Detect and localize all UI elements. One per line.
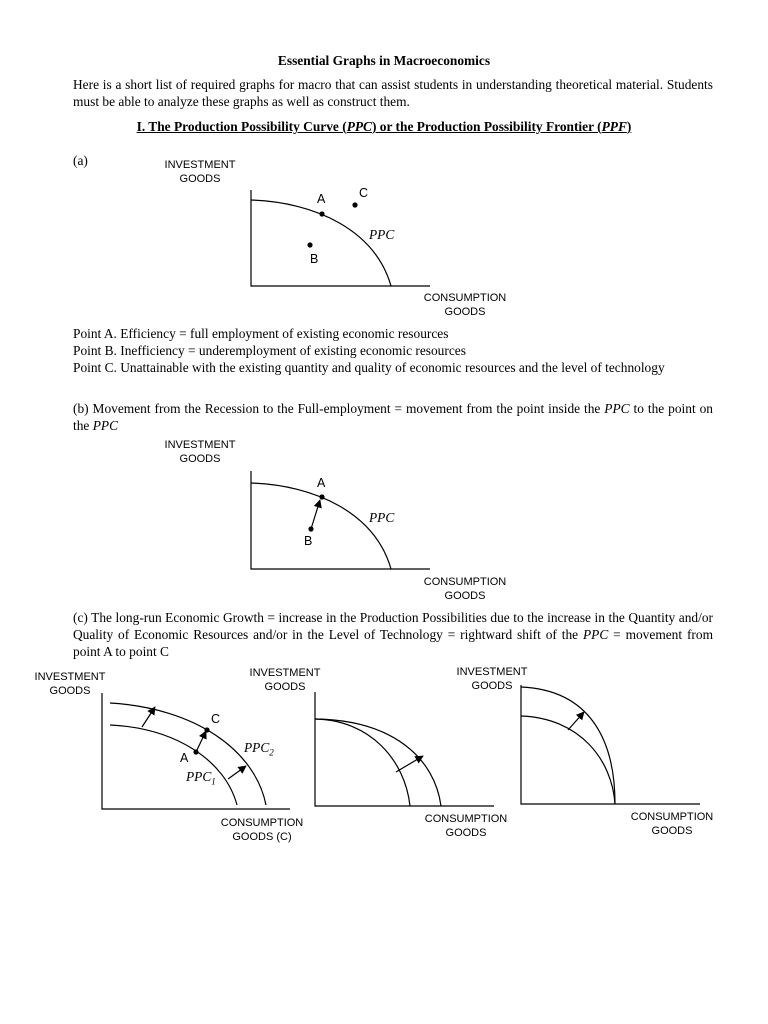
graph-a-point-c (352, 202, 357, 207)
graph-a-xlabel-line2: GOODS (444, 306, 486, 318)
graph-c3-xlabel-line1: CONSUMPTION (630, 811, 714, 823)
part-c-ppc: PPC (582, 627, 609, 642)
graph-a-axes (251, 190, 430, 286)
document-title: Essential Graphs in Macroeconomics (277, 53, 491, 68)
graph-c1-point-a (193, 749, 198, 754)
graph-a-point-a-label: A (317, 192, 326, 206)
part-b-text-2: to the point on the (73, 401, 713, 433)
graph-a-curve-label: PPC (369, 227, 395, 242)
graph-c2-arrow (396, 756, 423, 772)
graph-c1-xlabel-line2: GOODS (C) (232, 831, 292, 843)
intro-paragraph: Here is a short list of required graphs for macro that can assist students in understanding theoretical material. Students must be able to analyze these graphs as well as construct them. (73, 77, 713, 109)
graph-a-point-c-label: C (359, 186, 369, 200)
graph-a-point-b-label: B (310, 252, 319, 266)
graph-b-point-a (319, 494, 324, 499)
graph-c3-ylabel-line1: INVESTMENT (456, 666, 528, 678)
graph-a-ylabel-line1: INVESTMENT (164, 159, 236, 171)
graph-b-arrow (311, 500, 320, 529)
graph-c3-ylabel-line2: GOODS (471, 680, 513, 692)
graph-a-xlabel-line1: CONSUMPTION (423, 292, 507, 304)
graph-b-xlabel-line1: CONSUMPTION (423, 576, 507, 588)
note-point-b: Point B. Inefficiency = underemployment of existing economic resources (73, 343, 466, 358)
graph-c3-axes (521, 685, 700, 804)
graph-c1-arrow-2 (196, 731, 206, 752)
graph-c2-inner-curve (315, 719, 410, 806)
note-point-a: Point A. Efficiency = full employment of existing economic resources (73, 326, 449, 341)
graph-c3-xlabel-line2: GOODS (651, 825, 693, 837)
graph-a (251, 190, 430, 286)
graph-c2-xlabel-line2: GOODS (445, 827, 487, 839)
graph-c1-ppc2-sub: 2 (269, 747, 274, 758)
graph-c1-point-c (204, 727, 209, 732)
graph-b-curve-label: PPC (369, 510, 395, 525)
graph-c1-ppc1-sub: 1 (211, 776, 216, 787)
graph-a-ylabel-line2: GOODS (179, 173, 221, 185)
graph-c1-ppc1-text: PPC (186, 769, 212, 784)
graph-c1-point-a-label: A (180, 751, 189, 765)
graph-c1-ylabel-line1: INVESTMENT (34, 671, 106, 683)
graph-c1-arrow-3 (228, 766, 246, 779)
heading-prefix: I. The Production Possibility Curve ( (136, 119, 347, 134)
part-a-label: (a) (73, 153, 88, 168)
part-c-text-1: (c) The long-run Economic Growth = increase in the Production Possibilities due to the increase in the Quantity and/or Quality of Economic Resources and/or in the Level of Technology = rightward shift of the (73, 610, 713, 642)
graph-b-point-b-label: B (304, 534, 313, 548)
graph-c1-ppc2-text: PPC (244, 740, 270, 755)
heading-mid: ) or the Production Possibility Frontier ( (371, 119, 602, 134)
graph-c1-arrow-1 (142, 707, 155, 727)
graph-a-point-a (319, 211, 324, 216)
graph-c3 (521, 685, 700, 804)
graph-c1-xlabel-line1: CONSUMPTION (220, 817, 304, 829)
graph-c2-outer-curve (315, 719, 441, 806)
part-b-text-1: (b) Movement from the Recession to the Full-employment = movement from the point inside the (73, 401, 605, 416)
graph-c1-ylabel-line2: GOODS (49, 685, 91, 697)
graph-c2-axes (315, 692, 494, 806)
graph-a-point-b (307, 242, 312, 247)
graph-c1-point-c-label: C (211, 712, 221, 726)
graph-c2-ylabel-line1: INVESTMENT (249, 667, 321, 679)
heading-ppc: PPC (346, 119, 372, 134)
part-b-ppc-2: PPC (92, 418, 119, 433)
graph-c2-ylabel-line2: GOODS (264, 681, 306, 693)
graph-b-point-a-label: A (317, 476, 326, 490)
graph-b-xlabel-line2: GOODS (444, 590, 486, 602)
part-b-ppc-1: PPC (604, 401, 630, 416)
graph-c1 (102, 693, 290, 809)
graph-c2 (315, 692, 494, 806)
graph-b (251, 471, 430, 569)
heading-suffix: ) (626, 119, 632, 134)
graph-c3-arrow (568, 712, 584, 730)
graph-c3-outer-curve (521, 687, 615, 804)
graph-b-ylabel-line1: INVESTMENT (164, 439, 236, 451)
graph-c2-xlabel-line1: CONSUMPTION (424, 813, 508, 825)
graph-b-ylabel-line2: GOODS (179, 453, 221, 465)
part-c-text-2: = movement from point A to point C (73, 627, 713, 659)
heading-ppf: PPF (601, 119, 627, 134)
graph-c1-ppc2-curve (110, 703, 266, 805)
note-point-c: Point C. Unattainable with the existing quantity and quality of economic resources and the level of technology (73, 360, 665, 375)
